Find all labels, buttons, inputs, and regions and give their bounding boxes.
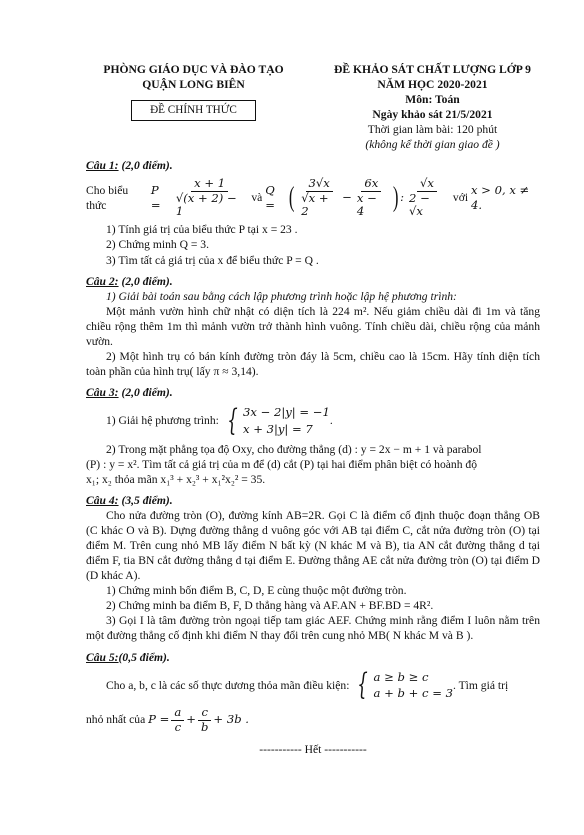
department: PHÒNG GIÁO DỤC VÀ ĐÀO TẠO xyxy=(103,63,284,76)
header xyxy=(86,62,540,152)
question-4 xyxy=(86,493,540,644)
duration: Thời gian làm bài: 120 phút xyxy=(367,123,498,137)
subject: Môn: Toán xyxy=(405,93,460,107)
district: QUẬN LONG BIÊN xyxy=(142,78,245,92)
q4-item-1: 1) Chứng minh bốn điểm B, C, D, E cùng thuộc một đường tròn. xyxy=(106,584,407,598)
header-right xyxy=(325,62,540,152)
q3-item-2b: (P) : y = x². Tìm tất cả giá trị của m để (d) cắt (P) tại hai điểm phân biệt có hoành độ xyxy=(86,457,477,471)
q4-heading: Câu 4: (3,5 điểm). xyxy=(86,493,173,507)
q1-item-1: 1) Tính giá trị của biểu thức P tại x = 23 . xyxy=(106,223,298,237)
question-2 xyxy=(86,274,540,379)
q4-item-2: 2) Chứng minh ba điểm B, F, D thẳng hàng và AF.AN + BF.BD = 4R². xyxy=(106,599,434,613)
q3-eq-2: x + 3|y| = 7 xyxy=(242,421,313,436)
q1-item-3: 3) Tìm tất cả giá trị của x để biểu thức P = Q . xyxy=(106,253,319,267)
exam-date: Ngày khảo sát 21/5/2021 xyxy=(372,108,493,122)
q3-eq-1: 3x − 2|y| = −1 xyxy=(242,405,330,420)
official-badge: ĐỀ CHÍNH THỨC xyxy=(131,100,256,121)
question-3 xyxy=(86,385,540,487)
q1-formula: Cho biểu thức P = $\frac{x + 1}{√(x + 2) - 1}$ và Q = ( $\frac{3√x}{√x + 2}$ − $\frac{6x}{x - 4}$ ) : $\frac{√x}{2 - √x}$ với x > 0, x ≠ 4. xyxy=(86,176,530,219)
header-left xyxy=(86,62,301,152)
q4-statement: Cho nửa đường tròn (O), đường kính AB=2R. Gọi C là điểm cố định thuộc đoạn thẳng OB (C khác O và B). Dựng đường thẳng d vuông góc với AB tại điểm C, cắt nửa đường tròn (O) tại điểm M. Trên cung nhỏ MB lấy điểm N bất kỳ (N khác M và B), tia AN cắt đường thẳng d tại điểm F, tia BN cắt đường thẳng d tại điểm E. Đường thẳng AE cắt nửa đường tròn (O) tại điểm D (D khác A). xyxy=(86,508,540,583)
q3-system: 1) Giải hệ phương trình: { 3x − 2|y| = −1 x + 3|y| = 7 . xyxy=(106,402,333,438)
end-marker: ----------- Hết ----------- xyxy=(259,742,367,756)
q3-item-2c: x₁; x₂ thỏa mãn x₁³ + x₂³ + x₁²x₂² = 35. xyxy=(86,472,266,486)
question-5 xyxy=(86,650,540,734)
q3-heading: Câu 3: (2,0 điểm). xyxy=(86,386,173,400)
q5-expression: nhỏ nhất của P = $\frac{a}{c}$ + $\frac{c}{b}$ + 3b . xyxy=(86,705,249,734)
question-1 xyxy=(86,158,540,267)
exam-title: ĐỀ KHẢO SÁT CHẤT LƯỢNG LỚP 9 xyxy=(334,63,531,76)
q2-heading: Câu 2: (2,0 điểm). xyxy=(86,274,173,288)
q4-item-3: 3) Gọi I là tâm đường tròn ngoại tiếp tam giác AEF. Chứng minh rằng điểm I luôn nằm trên một đường thẳng cố định khi điểm N thay đổi trên cung nhỏ MB( N khác M và B ). xyxy=(86,614,540,643)
q1-item-2: 2) Chứng minh Q = 3. xyxy=(106,238,209,252)
q2-problem-2: 2) Một hình trụ có bán kính đường tròn đáy là 5cm, chiều cao là 15cm. Hãy tính diện tích toàn phần của hình trụ( lấy π ≈ 3,14). xyxy=(86,349,540,378)
q1-heading: Câu 1: (2,0 điểm). xyxy=(86,159,173,173)
q2-problem-1: Một mảnh vườn hình chữ nhật có diện tích là 224 m². Nếu giảm chiều dài đi 1m và tăng chiều rộng thêm 1m thì mảnh vườn trở thành hình vuông. Tính chiều dài, chiều rộng của mảnh vườn. xyxy=(86,304,540,348)
q2-lead: 1) Giải bài toán sau bằng cách lập phương trình hoặc lập hệ phương trình: xyxy=(106,289,457,303)
q5-cond-1: a ≥ b ≥ c xyxy=(373,669,429,684)
q5-condition: Cho a, b, c là các số thực dương thỏa mãn điều kiện: { a ≥ b ≥ c a + b + c = 3 . Tìm giá trị xyxy=(106,667,509,703)
duration-note: (không kể thời gian giao đề ) xyxy=(365,138,500,152)
q5-cond-2: a + b + c = 3 xyxy=(373,686,453,701)
q5-heading: Câu 5:(0,5 điểm). xyxy=(86,650,170,664)
q3-item-2a: 2) Trong mặt phẳng tọa độ Oxy, cho đường thẳng (d) : y = 2x − m + 1 và parabol xyxy=(106,442,482,456)
school-year: NĂM HỌC 2020-2021 xyxy=(377,78,488,92)
